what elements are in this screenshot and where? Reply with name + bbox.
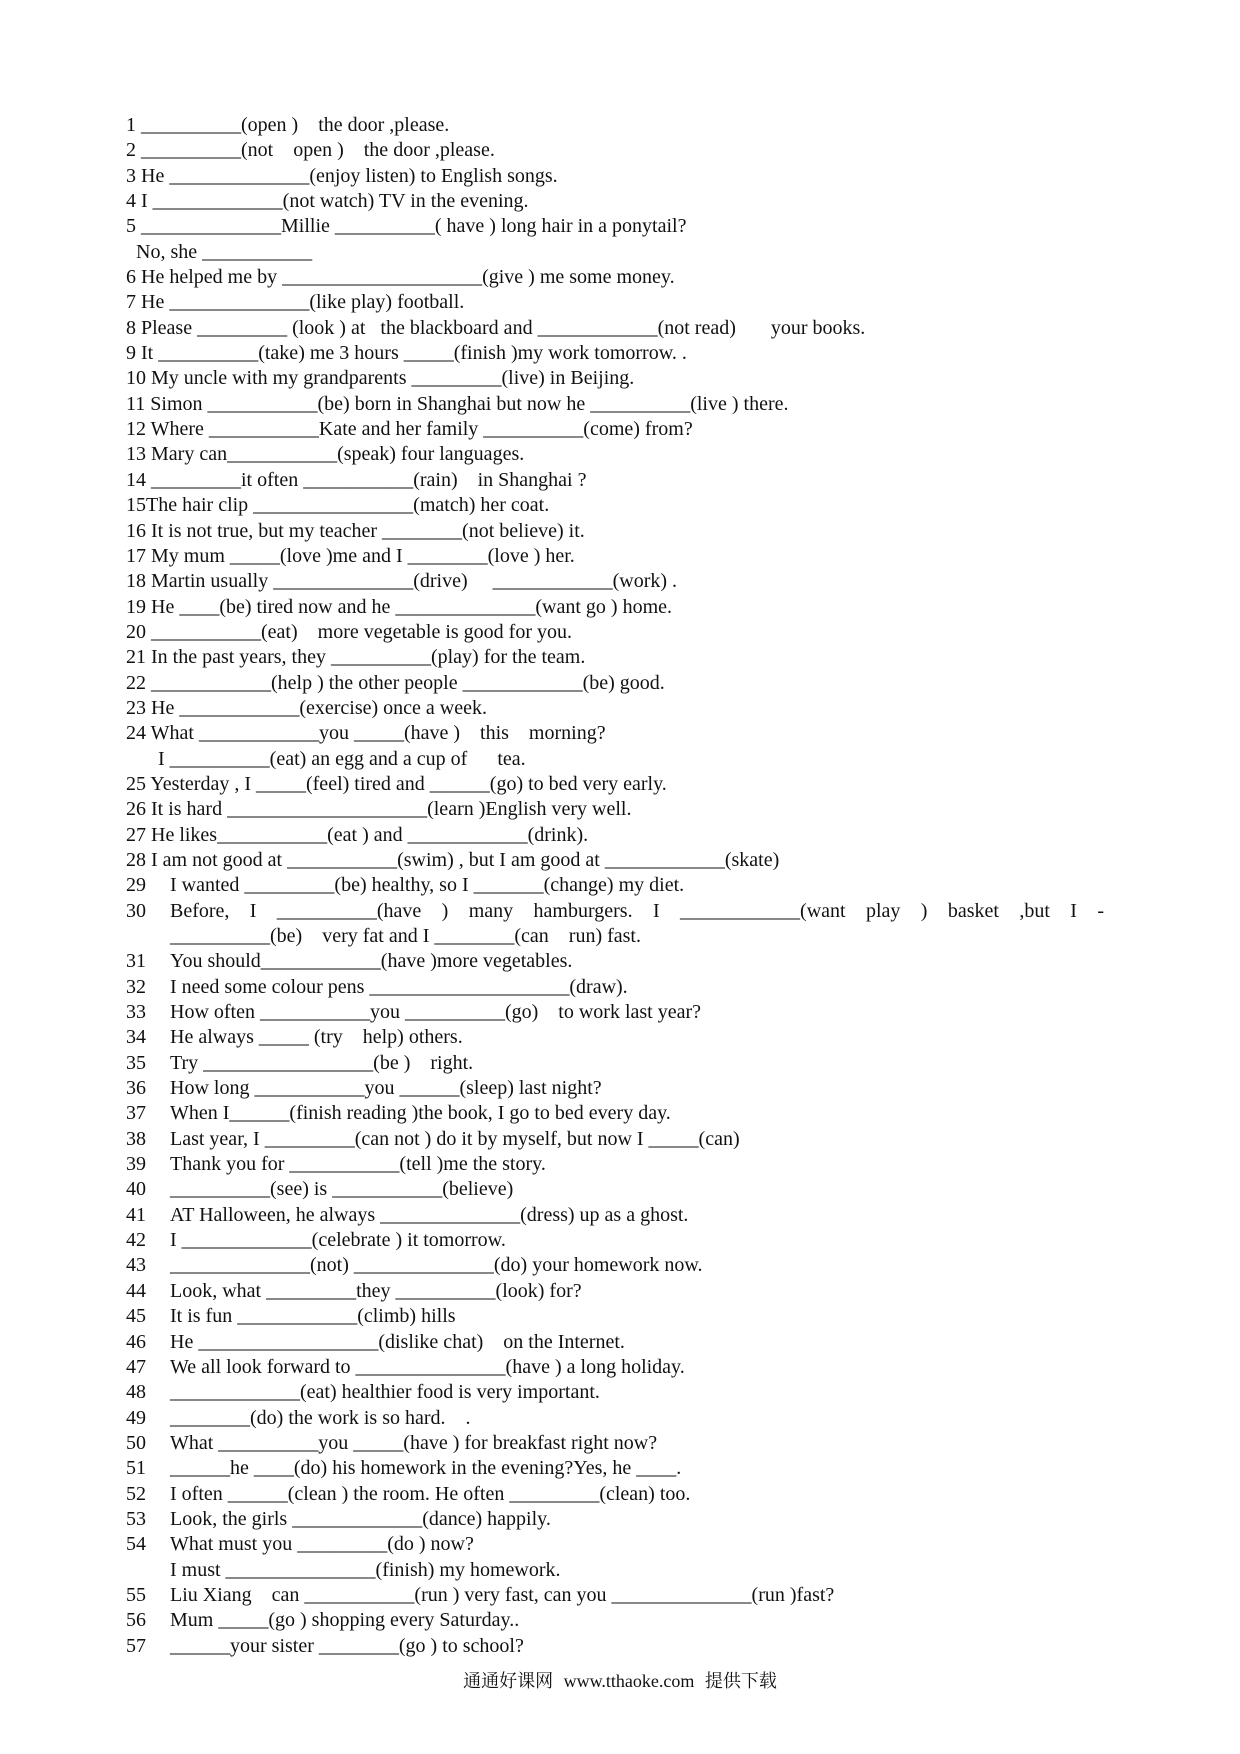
exercise-line: 1 __________(open ) the door ,please. [126, 114, 450, 136]
exercise-number: 46 [126, 1330, 146, 1353]
exercise-line: 26 It is hard ____________________(learn )English very well. [126, 798, 632, 821]
exercise-text: ______________(not) ______________(do) your homework now. [170, 1254, 703, 1277]
exercise-line: 3 He ______________(enjoy listen) to English songs. [126, 164, 558, 187]
exercise-text: I need some colour pens ____________________(draw). [170, 975, 628, 998]
exercise-item [126, 1253, 1126, 1278]
exercise-line: 28 I am not good at ___________(swim) , but I am good at ____________(skate) [126, 848, 780, 871]
exercise-line: 9 It __________(take) me 3 hours _____(finish )my work tomorrow. . [126, 342, 687, 365]
exercise-item [126, 1507, 1126, 1532]
exercise-answer-line: No, she ___________ [136, 240, 313, 263]
exercise-item [126, 1355, 1126, 1380]
exercise-number: 36 [126, 1077, 146, 1100]
exercise-line: 10 My uncle with my grandparents _________(live) in Beijing. [126, 367, 635, 390]
exercise-item [126, 1076, 1126, 1101]
exercise-list [126, 113, 1126, 1659]
exercise-text: Mum _____(go ) shopping every Saturday.. [170, 1609, 520, 1632]
exercise-line: 4 I _____________(not watch) TV in the evening. [126, 190, 529, 213]
exercise-text: You should____________(have )more vegetables. [170, 950, 573, 973]
exercise-item [126, 1152, 1126, 1177]
exercise-text: When I______(finish reading )the book, I go to bed every day. [170, 1102, 671, 1125]
exercise-number: 33 [126, 1001, 146, 1024]
exercise-text: How often ___________you __________(go) to work last year? [170, 1001, 702, 1024]
exercise-line: 24 What ____________you _____(have ) this morning? [126, 722, 606, 745]
exercise-continuation-line: __________(be) very fat and I ________(can run) fast. [170, 925, 641, 947]
exercise-number: 45 [126, 1305, 146, 1328]
exercise-line: 22 ____________(help ) the other people ____________(be) good. [126, 671, 665, 694]
exercise-line: 21 In the past years, they __________(play) for the team. [126, 646, 586, 669]
exercise-item [126, 1025, 1126, 1050]
exercise-number: 51 [126, 1457, 146, 1480]
exercise-text: How long ___________you ______(sleep) last night? [170, 1077, 602, 1100]
exercise-line: 11 Simon ___________(be) born in Shanghai but now he __________(live ) there. [126, 392, 789, 415]
exercise-text: Look, what _________they __________(look) for? [170, 1279, 582, 1302]
exercise-text: He __________________(dislike chat) on the Internet. [170, 1330, 625, 1353]
exercise-continuation-line: I must _______________(finish) my homework. [170, 1558, 561, 1581]
exercise-item [126, 1127, 1126, 1152]
exercise-text: It is fun ____________(climb) hills [170, 1305, 456, 1328]
exercise-line: 27 He likes___________(eat ) and ____________(drink). [126, 823, 589, 846]
page-footer: 通通好课网 www.tthaoke.com 提供下载 [463, 1671, 777, 1691]
exercise-item [126, 1608, 1126, 1633]
exercise-item [126, 873, 1126, 898]
exercise-line: 8 Please _________ (look ) at the blackboard and ____________(not read) your books. [126, 316, 866, 339]
exercise-line: 20 ___________(eat) more vegetable is good for you. [126, 620, 573, 643]
exercise-text: What must you _________(do ) now? [170, 1533, 474, 1556]
exercise-number: 54 [126, 1533, 146, 1556]
exercise-line: 16 It is not true, but my teacher ________(not believe) it. [126, 519, 585, 542]
exercise-line: 17 My mum _____(love )me and I ________(love ) her. [126, 544, 575, 567]
exercise-number: 31 [126, 950, 146, 973]
exercise-item [126, 1304, 1126, 1329]
exercise-number: 53 [126, 1507, 146, 1530]
exercise-number: 42 [126, 1229, 146, 1252]
exercise-line: 7 He ______________(like play) football. [126, 291, 465, 314]
exercise-text: ______he ____(do) his homework in the evening?Yes, he ____. [170, 1457, 682, 1480]
exercise-number: 55 [126, 1583, 146, 1606]
exercise-number: 48 [126, 1381, 146, 1404]
exercise-text: We all look forward to _______________(have ) a long holiday. [170, 1355, 685, 1378]
exercise-number: 35 [126, 1051, 146, 1074]
exercise-text: Try _________________(be ) right. [170, 1051, 474, 1074]
exercise-text: Look, the girls _____________(dance) happily. [170, 1507, 551, 1530]
exercise-number: 39 [126, 1153, 146, 1176]
exercise-item [126, 975, 1126, 1000]
exercise-number: 37 [126, 1102, 146, 1125]
exercise-text: AT Halloween, he always ______________(dress) up as a ghost. [170, 1203, 689, 1226]
exercise-text: Thank you for ___________(tell )me the story. [170, 1153, 546, 1176]
exercise-number: 47 [126, 1355, 146, 1378]
exercise-text: __________(see) is ___________(believe) [170, 1178, 514, 1201]
exercise-item [126, 1051, 1126, 1076]
exercise-text: I _____________(celebrate ) it tomorrow. [170, 1229, 506, 1252]
exercise-line: 12 Where ___________Kate and her family __________(come) from? [126, 418, 693, 441]
exercise-number: 40 [126, 1178, 146, 1201]
exercise-line: 19 He ____(be) tired now and he ______________(want go ) home. [126, 595, 672, 618]
exercise-item [126, 1330, 1126, 1355]
exercise-line: 6 He helped me by ____________________(give ) me some money. [126, 266, 675, 289]
exercise-item [126, 1279, 1126, 1304]
exercise-text: What __________you _____(have ) for breakfast right now? [170, 1431, 658, 1454]
exercise-text: Last year, I _________(can not ) do it by myself, but now I _____(can) [170, 1127, 740, 1150]
exercise-number: 44 [126, 1279, 146, 1302]
exercise-item [126, 1532, 1126, 1557]
exercise-number: 43 [126, 1254, 146, 1277]
exercise-line: 5 ______________Millie __________( have ) long hair in a ponytail? [126, 215, 687, 238]
exercise-item [126, 949, 1126, 974]
exercise-line: 14 _________it often ___________(rain) in Shanghai ? [126, 468, 587, 491]
exercise-number: 52 [126, 1482, 146, 1505]
exercise-number: 56 [126, 1609, 146, 1632]
exercise-text: He always _____ (try help) others. [170, 1026, 463, 1049]
exercise-item [126, 1431, 1126, 1456]
exercise-number: 38 [126, 1127, 146, 1150]
exercise-item [126, 1482, 1126, 1507]
exercise-answer-line: I __________(eat) an egg and a cup of tea. [158, 747, 526, 770]
exercise-text: Liu Xiang can ___________(run ) very fast, can you ______________(run )fast? [170, 1583, 835, 1606]
exercise-item [126, 1583, 1126, 1608]
exercise-number: 32 [126, 975, 146, 998]
exercise-item [126, 1101, 1126, 1126]
exercise-text: I often ______(clean ) the room. He often _________(clean) too. [170, 1482, 691, 1505]
exercise-line: 13 Mary can___________(speak) four languages. [126, 443, 525, 466]
exercise-line: 25 Yesterday , I _____(feel) tired and ______(go) to bed very early. [126, 772, 667, 795]
exercise-number: 49 [126, 1406, 146, 1429]
exercise-item [126, 1634, 1126, 1659]
exercise-item [126, 1177, 1126, 1202]
exercise-line: 23 He ____________(exercise) once a week. [126, 696, 487, 719]
exercise-item [126, 1203, 1126, 1228]
exercise-text: _____________(eat) healthier food is very important. [170, 1381, 600, 1404]
exercise-text: Before, I __________(have ) many hamburgers. I ____________(want play ) basket ,but I - [170, 899, 1104, 922]
exercise-number: 30 [126, 899, 146, 922]
exercise-number: 34 [126, 1026, 146, 1049]
exercise-item [126, 899, 1126, 924]
exercise-text: ________(do) the work is so hard. . [170, 1406, 471, 1429]
exercise-line: 18 Martin usually ______________(drive) ____________(work) . [126, 570, 678, 593]
exercise-number: 50 [126, 1431, 146, 1454]
exercise-number: 57 [126, 1634, 146, 1657]
exercise-line: 15The hair clip ________________(match) her coat. [126, 494, 550, 517]
exercise-text: ______your sister ________(go ) to school? [170, 1634, 524, 1657]
exercise-line: 2 __________(not open ) the door ,please. [126, 139, 495, 162]
exercise-number: 29 [126, 874, 146, 897]
exercise-item [126, 1406, 1126, 1431]
exercise-item [126, 1228, 1126, 1253]
exercise-text: I wanted _________(be) healthy, so I _______(change) my diet. [170, 874, 685, 897]
exercise-item [126, 1456, 1126, 1481]
exercise-number: 41 [126, 1203, 146, 1226]
exercise-item [126, 1000, 1126, 1025]
exercise-item [126, 1380, 1126, 1405]
